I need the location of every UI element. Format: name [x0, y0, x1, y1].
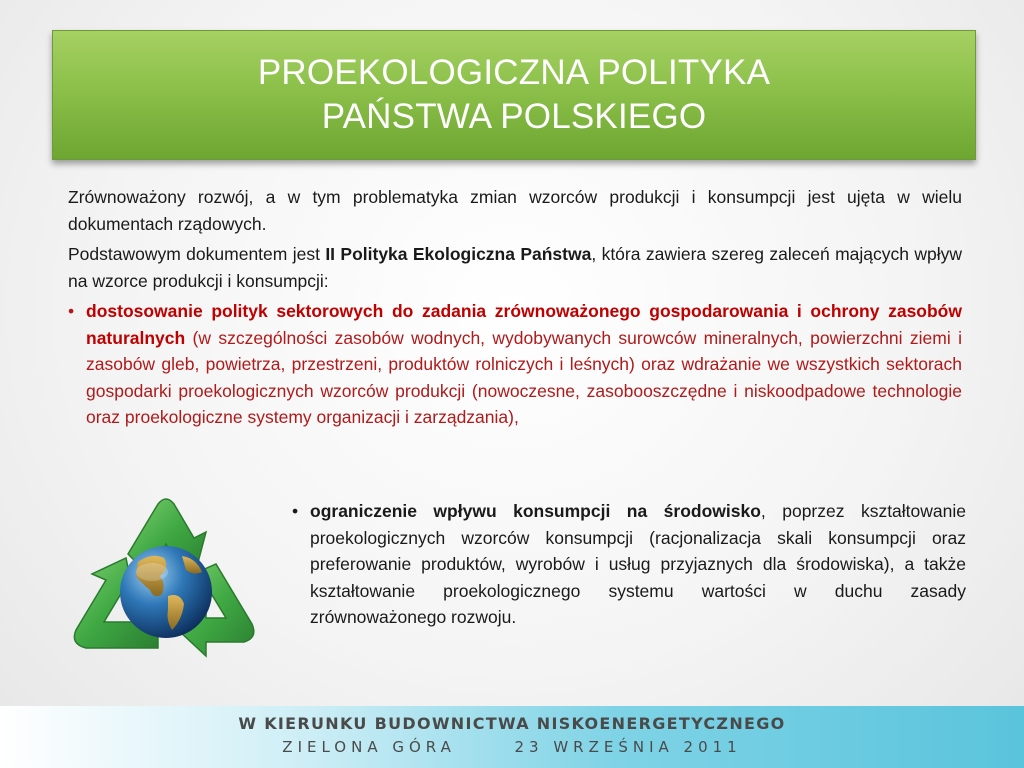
footer-date: 23 WRZEŚNIA 2011	[514, 738, 742, 756]
bullet-2-content	[292, 498, 966, 631]
title-line-1: PROEKOLOGICZNA POLITYKA	[257, 53, 771, 92]
footer-conference-title: W KIERUNKU BUDOWNICTWA NISKOENERGETYCZNEGO	[238, 714, 786, 733]
bullet-marker: •	[68, 301, 75, 321]
footer-location: ZIELONA GÓRA	[282, 738, 456, 756]
recycling-globe-icon	[66, 492, 266, 682]
bullet-sectoral-policy	[68, 298, 962, 431]
bullet-1-heading: dostosowanie polityk sektorowych do zadania zrównoważonego gospodarowania i ochrony zasobów naturalnych	[86, 301, 962, 348]
paragraph-document-suffix: , która zawiera szereg zaleceń mających wpływ na wzorce produkcji i konsumpcji:	[68, 244, 962, 291]
main-content	[68, 184, 962, 431]
title-banner	[52, 30, 976, 160]
paragraph-intro: Zrównoważony rozwój, a w tym problematyka zmian wzorców produkcji i konsumpcji jest ujęta w wielu dokumentach rządowych.	[68, 187, 962, 234]
bullet-2-heading: ograniczenie wpływu konsumpcji na środowisko	[310, 501, 761, 521]
footer-banner	[0, 706, 1024, 768]
paragraph-document-prefix: Podstawowym dokumentem jest	[68, 244, 326, 264]
bullet-consumption-impact	[292, 498, 966, 631]
paragraph-document	[68, 241, 962, 294]
policy-name: II Polityka Ekologiczna Państwa	[325, 244, 592, 264]
bullet-2-text: , poprzez kształtowanie proekologicznych wzorców konsumpcji (racjonalizacja skali konsumpcji oraz preferowanie produktów, wyrobów i usług przyjaznych dla środowiska), a także kształtowanie proekologicznego systemu wartości w duchu zasady zrównoważonego rozwoju.	[310, 501, 966, 627]
footer-place-date	[0, 738, 1024, 756]
title-line-2: PAŃSTWA POLSKIEGO	[321, 97, 707, 136]
bullet-marker-2: •	[292, 501, 299, 521]
bullet-1-text: (w szczególności zasobów wodnych, wydobywanych surowców mineralnych, powierzchni ziemi i zasobów gleb, powietrza, przestrzeni, produktów rolniczych i leśnych) oraz wdrażanie we wszystkich sektorach gospodarki proekologicznych wzorców produkcji (nowoczesne, zasobooszczędne i niskoodpadowe technologie oraz proekologiczne systemy organizacji i zarządzania),	[86, 327, 962, 427]
